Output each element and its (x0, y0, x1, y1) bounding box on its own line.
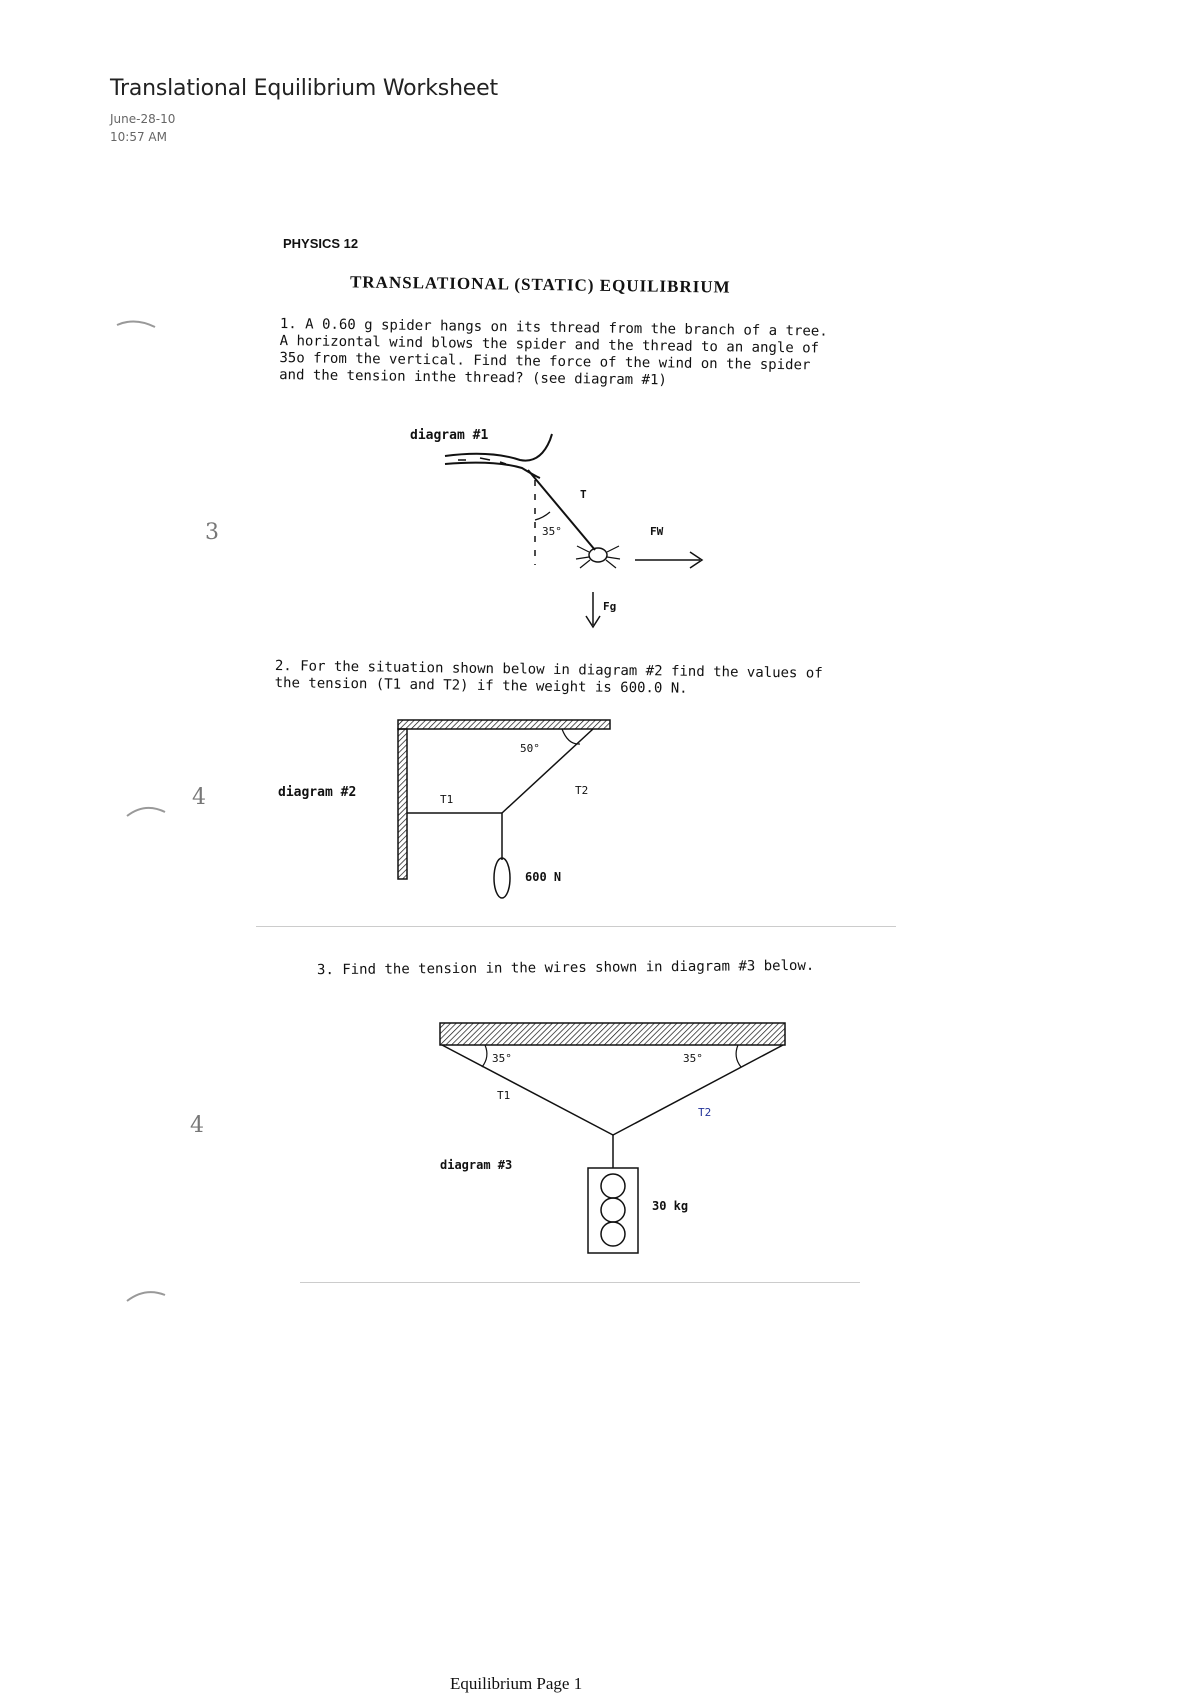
ceiling-beam (398, 720, 610, 729)
diagram-3-label: diagram #3 (440, 1158, 513, 1172)
diagram-1-gravity-force: Fg (603, 600, 617, 613)
diagram-3-t2: T2 (698, 1106, 712, 1119)
page-time: 10:57 AM (110, 130, 167, 144)
diagram-2-t2: T2 (575, 784, 589, 797)
worksheet-heading: TRANSLATIONAL (STATIC) EQUILIBRIUM (349, 272, 731, 297)
page-footer: Equilibrium Page 1 (450, 1674, 583, 1693)
spider-legs (576, 546, 620, 568)
margin-stroke (115, 315, 165, 335)
mass-disc-icon (601, 1174, 625, 1198)
divider (300, 1282, 860, 1283)
question-2: 2. For the situation shown below in diagram #2 find the values of the tension (T1 and T2) if the weight is 600.0 N. (274, 658, 823, 697)
page-title: Translational Equilibrium Worksheet (110, 76, 498, 101)
weight-icon (494, 858, 510, 898)
angle-arc-50 (562, 729, 580, 744)
diagram-2 (390, 710, 630, 910)
rope-t2 (502, 729, 593, 813)
diagram-3-t1: T1 (497, 1089, 511, 1102)
mass-disc-icon (601, 1198, 625, 1222)
diagram-1-label: diagram #1 (410, 428, 489, 443)
angle-arc-left (482, 1045, 487, 1067)
wall (398, 729, 407, 879)
diagram-3-angle-right: 35° (683, 1052, 703, 1065)
page-date: June-28-10 (110, 112, 176, 126)
angle-arc (535, 512, 550, 520)
spider-thread (528, 470, 595, 550)
diagram-2-t1: T1 (440, 793, 454, 806)
margin-stroke (125, 800, 175, 820)
diagram-2-label: diagram #2 (278, 785, 357, 800)
divider (256, 926, 896, 927)
margin-stroke (125, 1285, 175, 1305)
question-1: 1. A 0.60 g spider hangs on its thread from the branch of a tree. A horizontal wind blows the spider and the thread to an angle of 35o from the vertical. Find the force of the wind on the spider and the tension inthe thread? (see diagram #1) (279, 316, 828, 389)
spider-icon (589, 548, 607, 562)
diagram-3-mass: 30 kg (652, 1199, 689, 1213)
margin-mark: 3 (205, 520, 219, 545)
margin-mark: 4 (192, 785, 206, 810)
question-3: 3. Find the tension in the wires shown in diagram #3 below. (316, 957, 815, 979)
diagram-1-angle: 35° (542, 525, 562, 538)
diagram-1-tension: T (580, 488, 587, 501)
ceiling-beam (440, 1023, 785, 1045)
course-label: PHYSICS 12 (283, 236, 359, 251)
diagram-3 (430, 1015, 800, 1255)
angle-arc-right (736, 1045, 741, 1067)
diagram-1 (400, 420, 730, 640)
diagram-2-angle: 50° (520, 742, 540, 755)
margin-mark: 4 (190, 1113, 204, 1138)
diagram-3-angle-left: 35° (492, 1052, 512, 1065)
diagram-2-weight: 600 N (525, 870, 562, 884)
mass-box (588, 1168, 638, 1253)
diagram-1-wind-force: FW (650, 525, 664, 538)
wire-t1 (442, 1045, 613, 1135)
mass-disc-icon (601, 1222, 625, 1246)
